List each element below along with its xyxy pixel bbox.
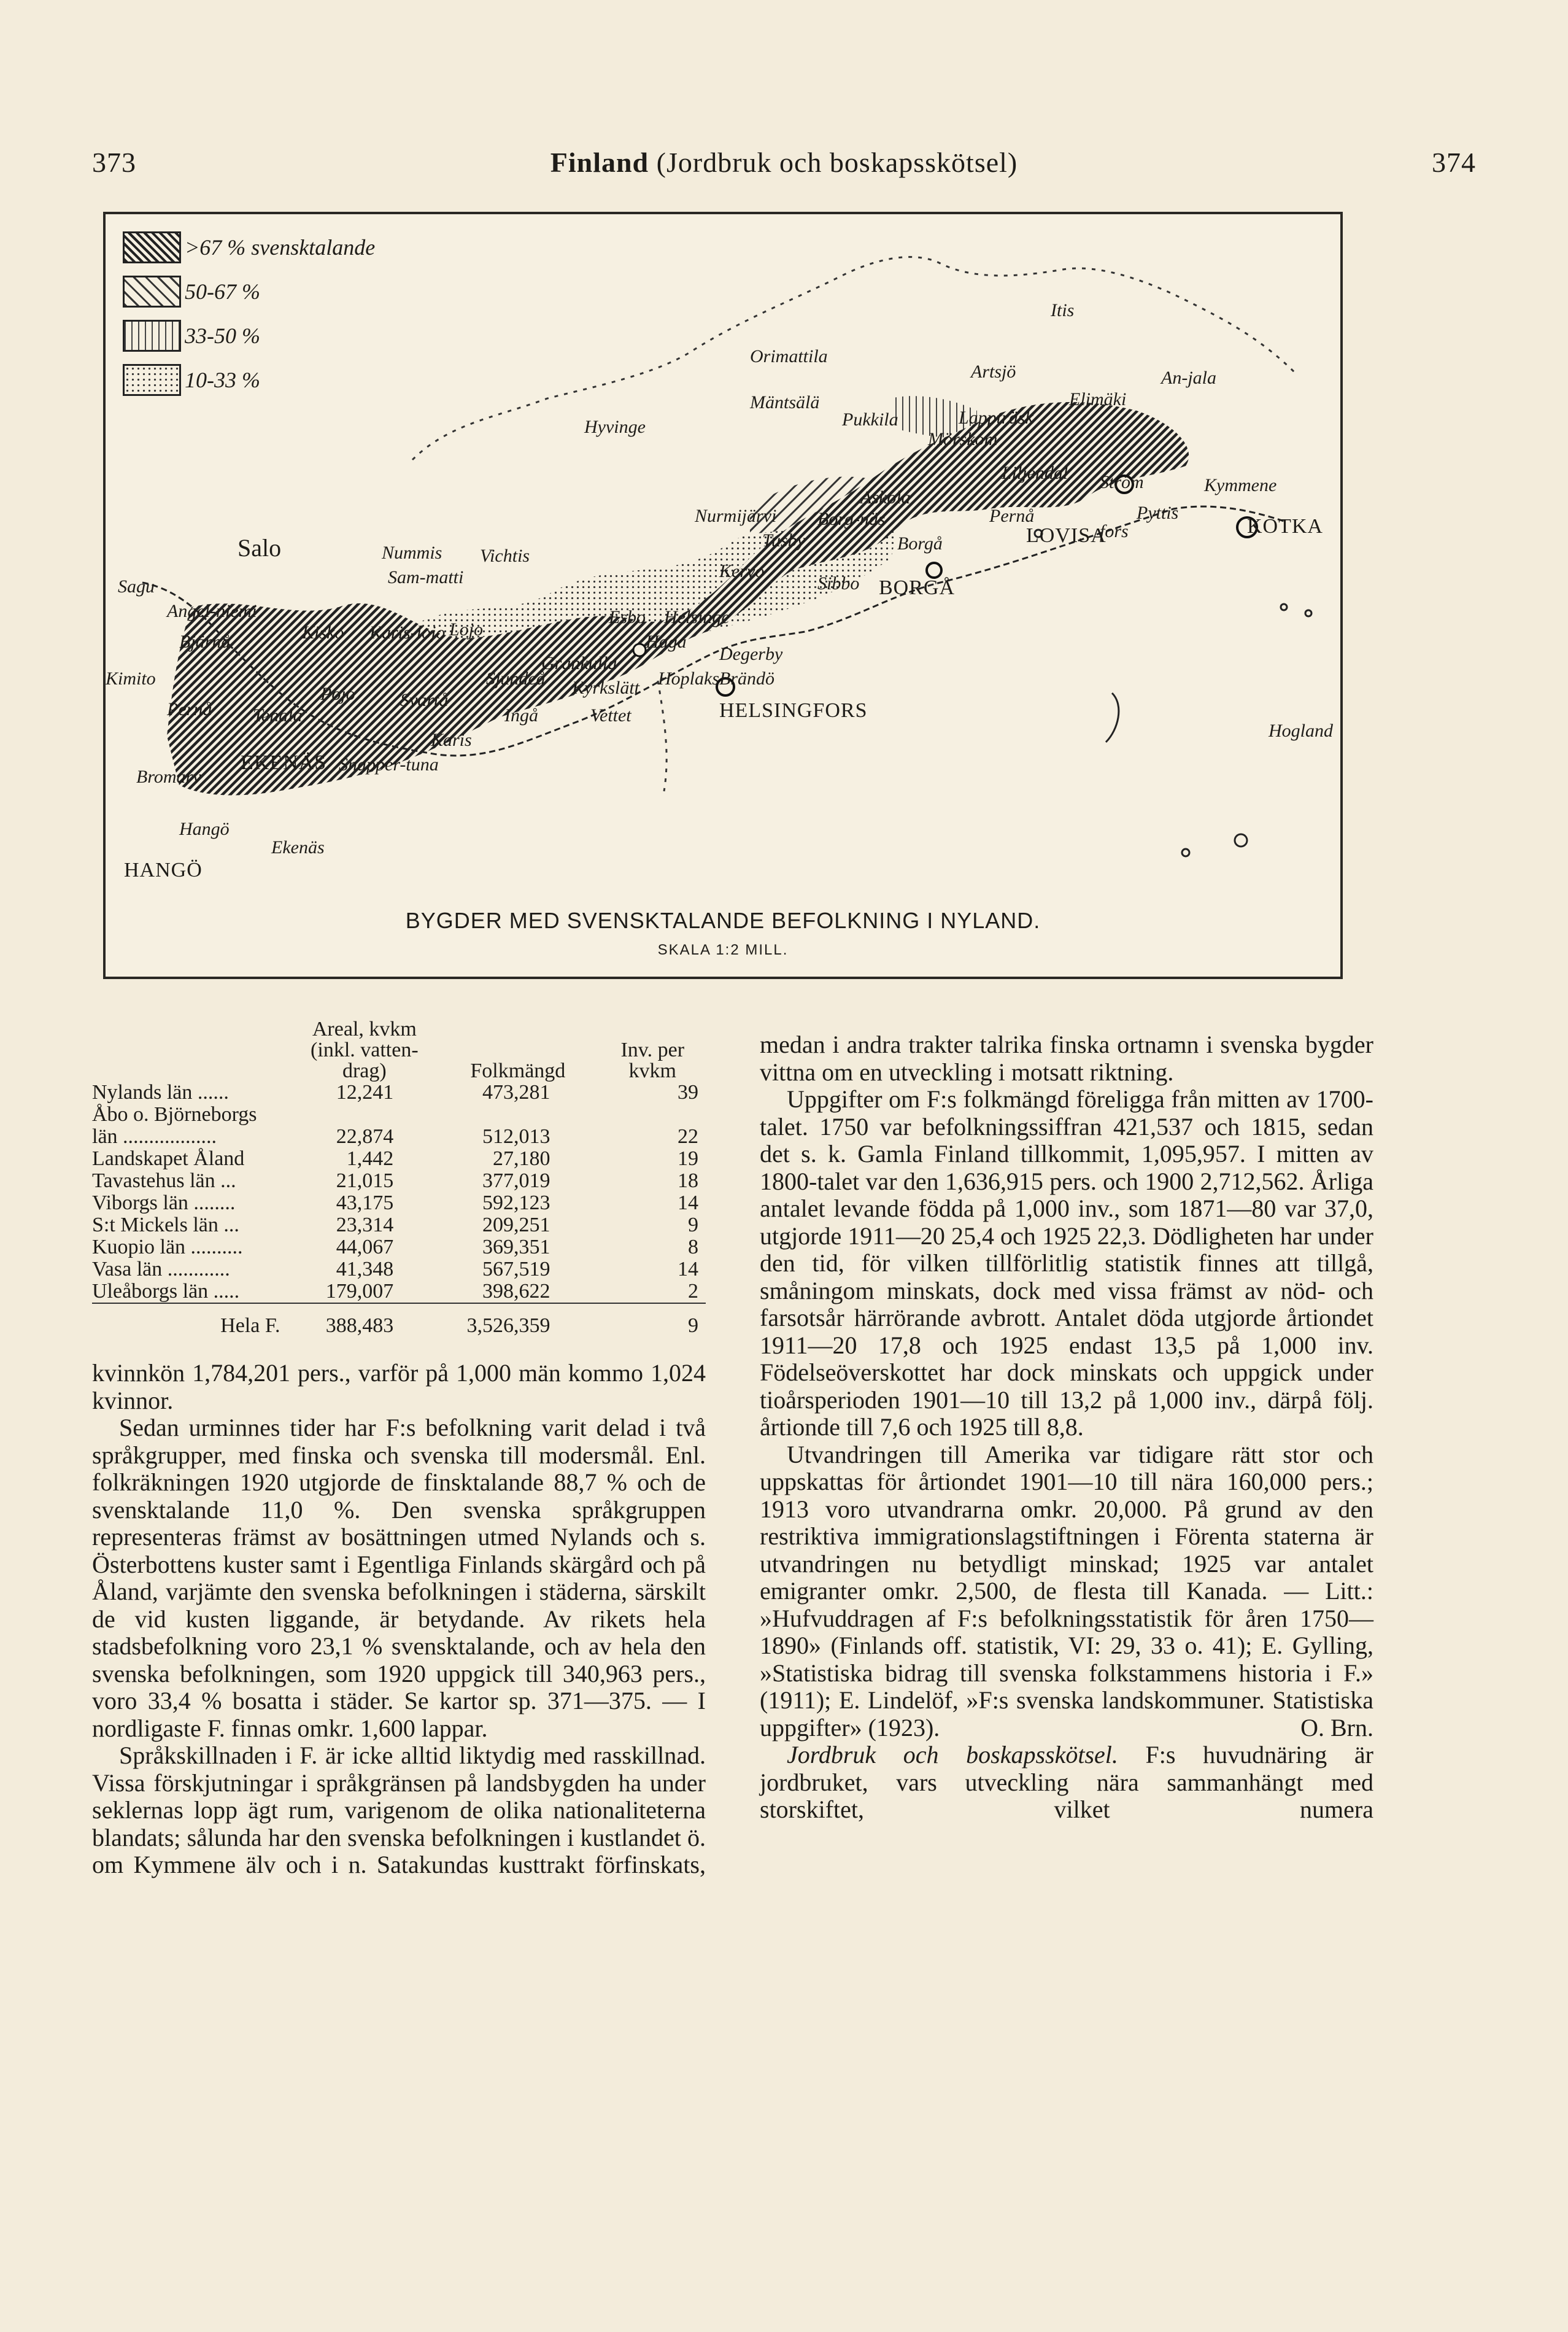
place-label: Angel-niemi [167,601,257,621]
legend-swatch [123,231,181,263]
table-cell: Kuopio län .......... [92,1236,243,1258]
place-label: Pojo [320,684,355,704]
place-label: An-jala [1161,368,1216,388]
paragraph: Språkskillnaden i F. är icke alltid liktydig med rasskillnad. Vissa förskjutningar i språkgränsen på landsbygden ha under seklernas lopp ägt rum, varigenom de olika nationaliteterna blandats; sålunda har den svenska befolkningen i kustlandet ö. om Kymmene älv och i n. Satakundas kusttrakt förfinskats, [92,1741,706,1878]
table-cell: 19 [678,1147,698,1170]
table-cell: 179,007 [325,1280,394,1303]
place-label: Ingå [504,705,538,726]
table-total-row [92,1304,706,1337]
table-cell: Tavastehus län ... [92,1169,236,1192]
table-row [92,1236,706,1258]
place-label: Brändö [719,668,774,689]
table-cell: 21,015 [336,1169,394,1192]
table-cell: Hela F. [220,1314,280,1337]
header-title-main: Finland [550,147,649,178]
running-header [0,146,1568,179]
table-cell [600,1104,706,1126]
paragraph: Sedan urminnes tider har F:s befolkning varit delad i två språkgrupper, med finska och svenska till modersmål. Enl. folkräkningen 1920 utgjorde de finsktalande 88,7 % och de svensktalande 11,0 %. Den svenska språkgruppen representeras främst av bosättningen utmed Nylands och s. Österbottens kuster samt i Egentliga Finlands skärgård och på Åland, varjämte den svenska befolkningen i städerna, särskilt de vid kusten liggande, är betydande. Av rikets hela stadsbefolkning voro 23,1 % svensktalande, och av hela den svenska befolkningen, som 1920 uppgick till 340,963 pers., voro 33,4 % bosatta i städer. Se kartor sp. 371—375. — I nordligaste F. finnas omkr. 1,600 lappar. [92,1414,706,1742]
table-row [92,1126,706,1148]
place-label: Pukkila [842,409,898,430]
paragraph: Uppgifter om F:s folkmängd föreligga från mitten av 1700-talet. 1750 var befolkningssiffran 421,537 och 1815, sedan det s. k. Gamla Finland tillkommit, 1,095,957. I mitten av 1800-talet var den 1,636,915 pers. och 1900 2,712,562. Årliga antalet levande födda på 1,000 inv., som 1871—80 var 37,0, utgjorde 1911—20 25,4 och 1925 22,3. Dödligheten har under den tid, för vilken tillförlitlig statistik finnes att tillgå, småningom minskats, dock med vissa främst av nöd- och farsotsår härrörande avbrott. Antalet döda utgjorde årtiondet 1911—20 17,8 och 1925 endast 13,5 på 1,000 inv. Födelseöverskottet har dock minskats och uppgick under tioårsperioden 1901—10 till 13,2 på 1,000 inv., därpå följ. årtionde till 7,6 och 1925 till 8,8. [760,1085,1373,1441]
page-number-left: 373 [92,147,136,178]
table-cell: 14 [678,1258,698,1280]
table-cell: 209,251 [482,1214,550,1236]
place-label: Helsinge [664,607,730,627]
place-label: Nummis [382,543,442,563]
paragraph [760,1741,1373,1824]
place-label: Bjärnå [179,632,231,652]
text-column-left [92,1360,706,1879]
place-label: Nurmijärvi [695,506,777,526]
place-label: Salo [238,534,282,562]
population-table [92,1019,706,1337]
paragraph: medan i andra trakter talrika finska ortnamn i svenska bygder vittna om en utveckling i motsatt riktning. [760,1031,1373,1086]
place-label-city: HANGÖ [124,859,203,881]
map-illustration [106,214,1340,977]
table-cell: Uleåborgs län ..... [92,1280,240,1303]
place-label: Degerby [719,644,783,664]
place-label: Sagu [118,576,155,597]
legend-label: 33-50 % [185,323,260,348]
table-cell: 473,281 [482,1081,550,1104]
place-label: Itis [1051,300,1075,320]
place-label: Bromarv [136,767,201,787]
header-title-sub: (Jordbruk och boskapsskötsel) [649,147,1018,178]
table-cell: 9 [688,1214,698,1236]
place-label-city: BORGÅ [879,576,956,599]
place-label: Svartå [400,690,449,710]
table-row [92,1104,706,1126]
place-label: Borgå [897,533,943,554]
place-label: Askola [860,487,911,508]
legend-swatch [123,364,181,396]
table-row [92,1258,706,1280]
table-cell: 567,519 [482,1258,550,1280]
table-cell [436,1104,599,1126]
table-row [92,1192,706,1214]
table-row [92,1082,706,1104]
table-cell: Viborgs län ........ [92,1191,236,1214]
place-label: Mörskom [928,429,998,449]
table-header: Folkmängd [470,1059,566,1082]
place-label: Sibbo [817,573,860,594]
table-cell: län .................. [92,1125,217,1148]
place-label: Elimäki [1069,389,1127,409]
table-cell: 39 [678,1081,698,1104]
table-cell: 22,874 [336,1125,394,1148]
table-row [92,1148,706,1170]
table-row [92,1170,706,1192]
table-cell: 8 [688,1236,698,1258]
table-cell: 23,314 [336,1214,394,1236]
place-label: Tenala [253,705,303,726]
paragraph-text: Utvandringen till Amerika var tidigare rätt stor och uppskattas för årtiondet 1901—10 till nära 160,000 pers.; 1913 voro utvandrarna omkr. 20,000. På grund av den restriktiva immigrationslagstiftningen i Förenta staterna är utvandringen nu betydligt minskad; 1925 var antalet emigranter omkr. 2,500, de flesta till Kanada. — Litt.: »Hufvuddragen af F:s befolkningsstatistik för åren 1750—1890» (Finlands off. statistik, VI: 29, 33 o. 41); E. Gylling, »Statistiska bidrag till svenska folkstammens historia i F.» (1911); E. Lindelöf, »F:s svenska landskommuner. Statistiska uppgifter» (1923). [760,1440,1373,1741]
place-label: Pyttis [1137,503,1179,523]
table-header-row [92,1019,706,1082]
place-label: Pernå [167,699,212,719]
table-cell: 43,175 [336,1191,394,1214]
place-label: fors [1100,521,1129,541]
place-label: Tusby [762,530,806,551]
table-cell: 41,348 [336,1258,394,1280]
table-cell: 1,442 [346,1147,394,1170]
place-label: Lappträsk [959,408,1033,428]
table-header: Areal, kvkm (inkl. vatten-drag) [311,1018,419,1082]
place-label: Snapper-tuna [339,754,439,775]
place-label: Karis [431,730,472,750]
table-cell: 398,622 [482,1280,550,1303]
place-label: Lojo [449,619,484,640]
place-label: Sam-matti [388,567,464,587]
legend-label: 10-33 % [185,368,260,392]
table-cell: 12,241 [336,1081,394,1104]
table-row [92,1280,706,1303]
place-label: Sjundeå [486,668,546,689]
table-cell: 2 [688,1280,698,1303]
place-label: Pernå [989,506,1035,526]
place-label: Ekenäs [271,837,325,858]
table-header [92,1019,293,1082]
place-label: Vettet [590,705,631,726]
legend-label: 50-67 % [185,279,260,304]
table-cell: Åbo o. Björneborgs [92,1103,257,1126]
place-label: Hogland [1269,721,1333,741]
place-label: Orimattila [750,346,828,366]
legend-item-50-67 [123,276,260,308]
table-cell: 18 [678,1169,698,1192]
author-signature: O. Brn. [1300,1713,1373,1741]
legend-item-33-50 [123,320,260,352]
place-label: Mäntsälä [750,392,820,413]
place-label: Karis-lojo [369,622,446,643]
table-row [92,1214,706,1236]
place-label: Kervo [719,561,765,581]
place-label: Borg-näs [817,509,886,529]
legend-swatch [123,276,181,308]
place-label: Vichtis [480,546,530,566]
table-cell: 27,180 [493,1147,550,1170]
page-number-right: 374 [1432,147,1476,178]
place-label: Grankulla [541,653,617,673]
place-label-city: LOVISA [1026,524,1106,547]
legend-item-over-67 [123,231,375,263]
table-cell: 22 [678,1125,698,1148]
map-scale: SKALA 1:2 MILL. [657,942,789,958]
place-label-city: EKENÄS [241,751,327,774]
paragraph: kvinnkön 1,784,201 pers., varför på 1,000 män kommo 1,024 kvinnor. [92,1359,706,1414]
table-cell: 3,526,359 [466,1314,550,1337]
place-label-city: KOTKA [1247,515,1323,538]
table-cell: Landskapet Åland [92,1147,245,1170]
place-label: Artsjö [971,362,1016,382]
paragraph-text: F:s huvudnäring är jordbruket, vars utveckling nära sammanhängt med storskiftet, vilket numera [760,1741,1373,1823]
map-caption: BYGDER MED SVENSKTALANDE BEFOLKNING I NYLAND. [405,908,1041,933]
place-label: Hoplaks [658,668,719,689]
place-label-city: HELSINGFORS [719,699,868,722]
table-cell: 369,351 [482,1236,550,1258]
place-label: Kyrkslätt [572,678,639,698]
place-label: Liljendal [1002,463,1068,483]
table-cell: S:t Mickels län ... [92,1214,239,1236]
table-cell [293,1104,437,1126]
section-heading: Jordbruk och boskapsskötsel. [787,1741,1118,1768]
table-cell: 9 [688,1314,698,1337]
map-figure [103,212,1343,979]
place-label: Haga [646,632,687,652]
table-cell: Vasa län ............ [92,1258,230,1280]
place-label: Esbo [609,607,646,627]
table-cell: 44,067 [336,1236,394,1258]
place-label: Kisko [302,622,344,643]
place-label: Kymmene [1204,475,1277,495]
paragraph [760,1441,1373,1742]
place-label: Hangö [179,819,230,839]
table-cell: 388,483 [325,1314,394,1337]
table-cell: 377,019 [482,1169,550,1192]
place-label: Hyvinge [584,417,646,437]
table-cell: 14 [678,1191,698,1214]
legend-swatch [123,320,181,352]
text-column-right [760,1031,1373,1824]
table-cell: 512,013 [482,1125,550,1148]
table-header: Inv. per kvkm [620,1039,685,1082]
legend-label: >67 % svensktalande [185,235,376,260]
place-label: Ström [1100,472,1144,492]
legend-item-10-33 [123,364,260,396]
table-cell: Nylands län ...... [92,1081,229,1104]
place-label: Kimito [106,668,156,689]
table-cell: 592,123 [482,1191,550,1214]
